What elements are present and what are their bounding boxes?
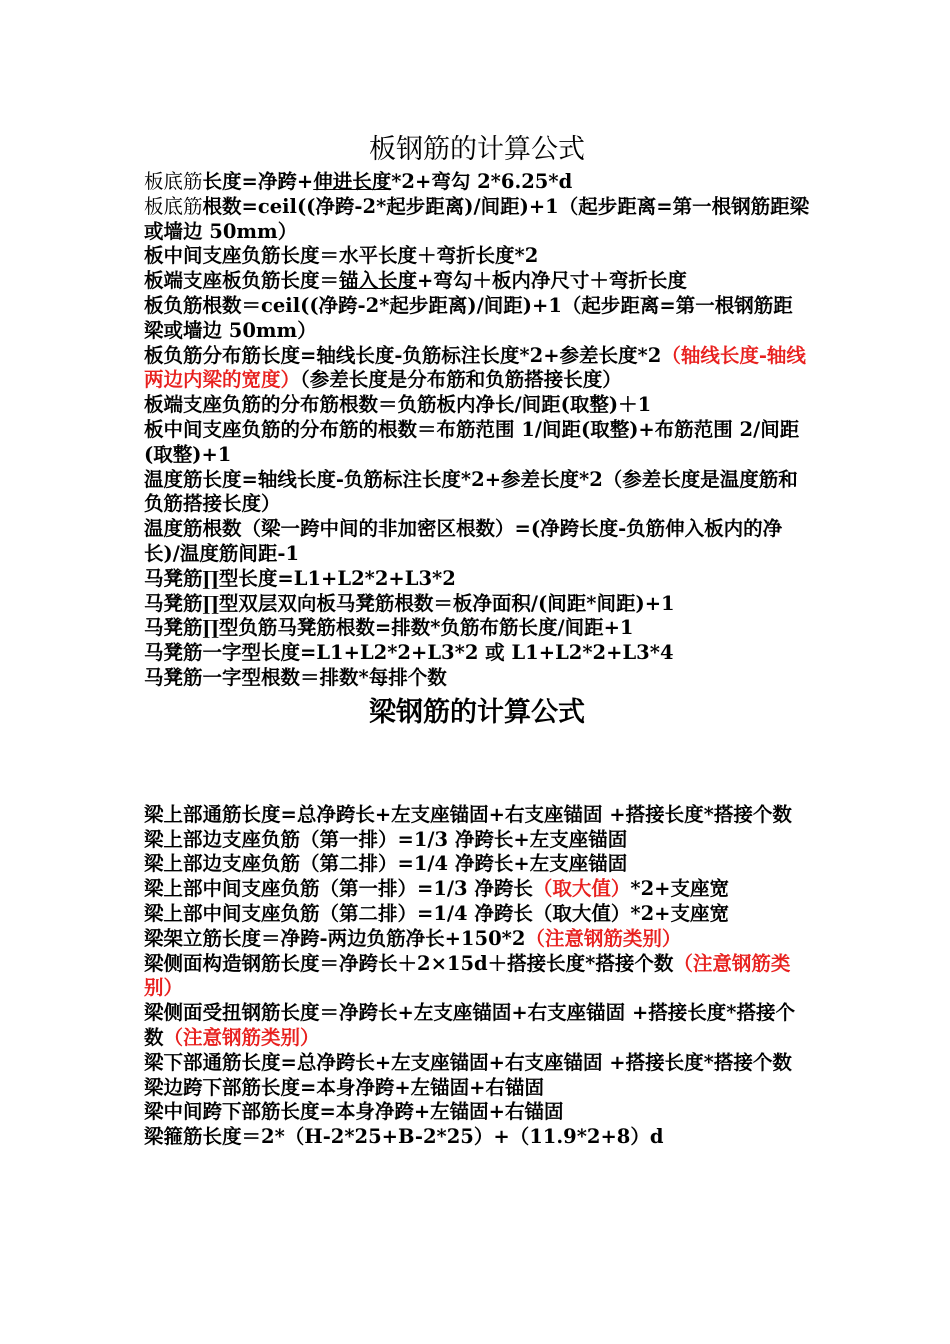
beam-formula-line bbox=[144, 1100, 810, 1125]
slab-line-d: *2+弯勾 2*6.25*d bbox=[391, 170, 573, 193]
beam-line-r: （注意钢筋类别） bbox=[525, 926, 682, 950]
slab-formula-line bbox=[144, 170, 810, 195]
slab-line-b: 板端支座负筋的分布筋根数＝负筋板内净长/间距(取整)＋1 bbox=[144, 393, 652, 417]
slab-formula-line bbox=[144, 641, 810, 666]
beam-line-b: 梁下部通筋长度=总净跨长+左支座锚固+右支座锚固 +搭接长度*搭接个数 bbox=[144, 1050, 792, 1074]
beam-formula-line bbox=[144, 952, 810, 1002]
slab-line-a: 板底筋 bbox=[144, 170, 203, 193]
beam-formula-line bbox=[144, 803, 810, 828]
beam-formula-line bbox=[144, 1125, 810, 1150]
slab-line-b: 板中间支座负筋长度＝水平长度＋弯折长度*2 bbox=[144, 244, 539, 268]
slab-line-d: +弯勾＋板内净尺寸＋弯折长度 bbox=[417, 269, 687, 293]
beam-formula-line bbox=[144, 828, 810, 853]
slab-line-b: 马凳筋∏型长度=L1+L2*2+L3*2 bbox=[144, 566, 456, 590]
slab-line-b: 温度筋长度=轴线长度-负筋标注长度*2+参差长度*2（参差长度是温度筋和负筋搭接长度） bbox=[144, 467, 798, 516]
slab-formula-line bbox=[144, 344, 810, 394]
slab-line-b: 长度=净跨+ bbox=[202, 170, 314, 193]
beam-formula-line bbox=[144, 877, 810, 902]
beam-line-b: 梁上部边支座负筋（第二排）=1/4 净跨长+左支座锚固 bbox=[144, 852, 628, 876]
slab-line-r: （轴线长度-轴线两边内梁的宽度） bbox=[144, 343, 806, 392]
slab-line-b: 板中间支座负筋的分布筋的根数＝布筋范围 1/间距(取整)+布筋范围 2/间距(取整)+1 bbox=[144, 417, 800, 466]
slab-line-b: 板负筋根数＝ceil((净跨-2*起步距离)/间距)+1（起步距离=第一根钢筋距梁或墙边 50mm） bbox=[144, 293, 793, 342]
beam-formula-line bbox=[144, 902, 810, 927]
slab-formula-line bbox=[144, 517, 810, 567]
slab-line-b: 马凳筋一字型长度=L1+L2*2+L3*2 或 L1+L2*2+L3*4 bbox=[144, 641, 674, 665]
slab-line-b: 马凳筋∏型负筋马凳筋根数=排数*负筋布筋长度/间距+1 bbox=[144, 616, 634, 640]
slab-formula-line bbox=[144, 666, 810, 691]
slab-formula-line bbox=[144, 567, 810, 592]
slab-line-b: 马凳筋一字型根数＝排数*每排个数 bbox=[144, 665, 447, 689]
beam-line-r: （取大值） bbox=[532, 877, 631, 901]
beam-line-b: 梁侧面受扭钢筋长度＝净跨长+左支座锚固+右支座锚固 +搭接长度*搭接个数 bbox=[144, 1001, 796, 1049]
beam-formula-list bbox=[144, 803, 810, 1150]
beam-formula-line bbox=[144, 1051, 810, 1076]
slab-line-d: （参差长度是分布筋和负筋搭接长度） bbox=[300, 368, 622, 392]
slab-formula-line bbox=[144, 244, 810, 269]
beam-line-d: *2+支座宽 bbox=[630, 877, 730, 901]
document-page bbox=[144, 132, 810, 1150]
slab-section-title: 板钢筋的计算公式 bbox=[369, 134, 585, 165]
slab-formula-line bbox=[144, 294, 810, 344]
slab-line-b: 温度筋根数（梁一跨中间的非加密区根数）=(净跨长度-负筋伸入板内的净长)/温度筋间距-1 bbox=[144, 517, 783, 565]
beam-line-b: 梁上部中间支座负筋（第二排）=1/4 净跨长（取大值）*2+支座宽 bbox=[144, 901, 729, 925]
slab-formula-line bbox=[144, 393, 810, 418]
slab-formula-line bbox=[144, 269, 810, 294]
slab-formula-line bbox=[144, 195, 810, 245]
beam-line-r: （注意钢筋类别） bbox=[163, 1025, 320, 1049]
slab-line-b: 根数=ceil((净跨-2*起步距离)/间距)+1（起步距离=第一根钢筋距梁或墙边 50mm） bbox=[144, 194, 810, 243]
beam-formula-line bbox=[144, 927, 810, 952]
beam-line-b: 梁上部通筋长度=总净跨长+左支座锚固+右支座锚固 +搭接长度*搭接个数 bbox=[144, 802, 792, 826]
beam-section-title: 梁钢筋的计算公式 bbox=[369, 696, 585, 728]
beam-formula-line bbox=[144, 1001, 810, 1051]
beam-formula-line bbox=[144, 852, 810, 877]
beam-line-b: 梁侧面构造钢筋长度＝净跨长＋2×15d＋搭接长度*搭接个数 bbox=[144, 951, 674, 975]
slab-line-b: 板负筋分布筋长度=轴线长度-负筋标注长度*2+参差长度*2 bbox=[144, 343, 662, 367]
slab-line-b: 板端支座板负筋长度＝ bbox=[144, 269, 340, 293]
beam-line-b: 梁箍筋长度＝2*（H-2*25+B-2*25）+（11.9*2+8）d bbox=[144, 1125, 664, 1149]
beam-formula-line bbox=[144, 1076, 810, 1101]
slab-formula-line bbox=[144, 616, 810, 641]
beam-line-b: 梁上部边支座负筋（第一排）=1/3 净跨长+左支座锚固 bbox=[144, 827, 628, 851]
beam-line-b: 梁边跨下部筋长度=本身净跨+左锚固+右锚固 bbox=[144, 1075, 545, 1099]
beam-line-b: 梁中间跨下部筋长度=本身净跨+左锚固+右锚固 bbox=[144, 1100, 564, 1124]
beam-line-r: （注意钢筋类别） bbox=[144, 951, 791, 1000]
slab-formula-list bbox=[144, 170, 810, 691]
slab-formula-line bbox=[144, 468, 810, 518]
slab-line-a: 板底筋 bbox=[144, 194, 203, 218]
slab-formula-line bbox=[144, 418, 810, 468]
slab-formula-line bbox=[144, 592, 810, 617]
slab-line-c: 伸进长度 bbox=[313, 170, 392, 193]
slab-line-b: 马凳筋∏型双层双向板马凳筋根数＝板净面积/(间距*间距)+1 bbox=[144, 591, 675, 615]
slab-line-c: 锚入长度 bbox=[339, 269, 418, 293]
beam-line-b: 梁上部中间支座负筋（第一排）=1/3 净跨长 bbox=[144, 877, 533, 901]
beam-line-b: 梁架立筋长度＝净跨-两边负筋净长+150*2 bbox=[144, 926, 526, 950]
